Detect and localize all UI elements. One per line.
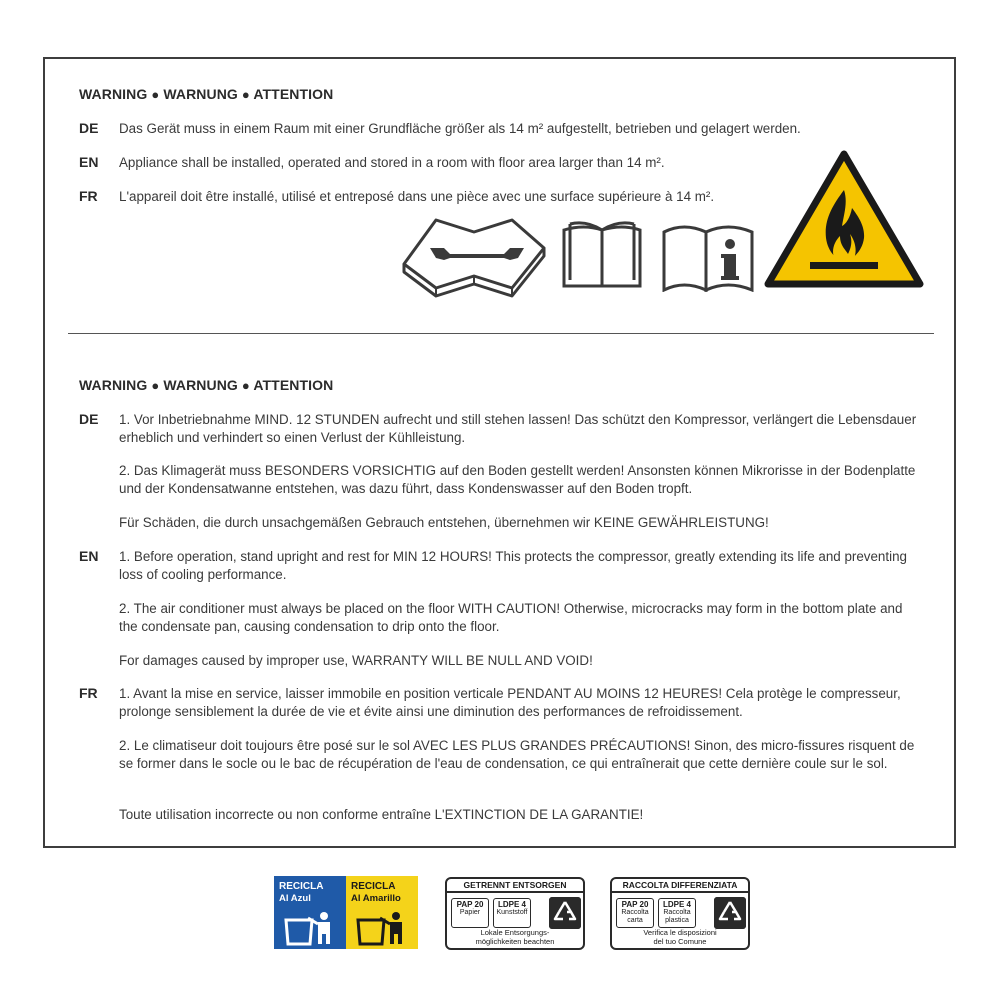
- sort-footer: [447, 929, 583, 946]
- footer-line: möglichkeiten beachten: [475, 936, 555, 946]
- material-code: LDPE 4: [662, 900, 691, 909]
- material-code: PAP 20: [621, 900, 649, 909]
- top-warning-title: [79, 86, 333, 102]
- en-paragraph-1: 1. Before operation, stand upright and rest for MIN 12 HOURS! This protects the compressor, greatly extending its life and preventing loss of cooling performance.: [119, 549, 907, 582]
- footer-line: Lokale Entsorgungs-: [480, 928, 550, 937]
- recicla-azul-badge: [274, 876, 346, 949]
- bullet-separator: ●: [151, 378, 160, 393]
- language-code: FR: [79, 685, 98, 701]
- bottom-warning-title: [79, 377, 333, 393]
- title-word-en: WARNING: [79, 86, 148, 102]
- material-name: Kunststoff: [496, 909, 528, 916]
- material-plastic: [493, 898, 531, 928]
- bullet-separator: ●: [151, 87, 160, 102]
- material-paper: [616, 898, 654, 928]
- recicla-sub: Al Azul: [279, 893, 311, 904]
- flammable-warning-icon: [764, 150, 924, 290]
- material-code: LDPE 4: [497, 900, 526, 909]
- recicla-amarillo-badge: [346, 876, 418, 949]
- material-paper: [451, 898, 489, 928]
- german-recycling-label: [445, 877, 585, 950]
- language-code: DE: [79, 120, 99, 136]
- section-divider: [68, 333, 934, 334]
- row-text: Appliance shall be installed, operated and stored in a room with floor area larger than 14 m².: [119, 155, 665, 170]
- material-name: plastica: [665, 917, 689, 924]
- title-word-de: WARNUNG: [163, 86, 238, 102]
- fr-paragraph-2: 2. Le climatiseur doit toujours être posé sur le sol AVEC LES PLUS GRANDES PRÉCAUTIONS! Sinon, des micro-fissures risquent de se former dans le socle ou le bac de récupération de l'eau de condensation, ce qui entraînerait que cette dernière coule sur le sol.: [119, 738, 915, 771]
- title-word-fr: ATTENTION: [253, 86, 334, 102]
- material-code: PAP 20: [456, 900, 484, 909]
- recicla-title: RECICLA: [351, 881, 396, 892]
- fr-paragraph-3: Toute utilisation incorrecte ou non conforme entraîne L'EXTINCTION DE LA GARANTIE!: [119, 807, 644, 822]
- en-paragraph-3: For damages caused by improper use, WARRANTY WILL BE NULL AND VOID!: [119, 653, 593, 668]
- italian-recycling-label: [610, 877, 750, 950]
- material-name: Papier: [459, 909, 481, 916]
- language-code: DE: [79, 411, 99, 427]
- recicla-sub: Al Amarillo: [351, 893, 401, 904]
- fr-paragraph-1: 1. Avant la mise en service, laisser immobile en position verticale PENDANT AU MOINS 12 HEURES! Cela protège le compresseur, prolonge sensiblement la durée de vie et évite ainsi une diminution des performances de refroidissement.: [119, 686, 901, 719]
- de-paragraph-2: 2. Das Klimagerät muss BESONDERS VORSICHTIG auf den Boden gestellt werden! Ansonsten können Mikrorisse in der Bodenplatte und der Kondensatwanne entstehen, was dazu führt, dass Kondenswasser auf den Boden tropft.: [119, 463, 916, 496]
- recycling-arrows-icon: [549, 897, 581, 929]
- title-word-fr: ATTENTION: [253, 377, 334, 393]
- recycle-bin-person-icon: [356, 910, 410, 946]
- row-text: Das Gerät muss in einem Raum mit einer Grundfläche größer als 14 m² aufgestellt, betrieben und gelagert werden.: [119, 121, 801, 136]
- language-code: FR: [79, 188, 98, 204]
- sort-header: RACCOLTA DIFFERENZIATA: [612, 879, 748, 893]
- language-code: EN: [79, 548, 99, 564]
- read-manual-icon: [560, 220, 646, 292]
- recycle-bin-person-icon: [284, 910, 338, 946]
- title-word-en: WARNING: [79, 377, 148, 393]
- recicla-title: RECICLA: [279, 881, 324, 892]
- sort-header: GETRENNT ENTSORGEN: [447, 879, 583, 893]
- information-manual-icon: [660, 220, 756, 292]
- material-name: Raccolta: [621, 909, 649, 916]
- material-name: carta: [627, 917, 643, 924]
- recycling-arrows-icon: [714, 897, 746, 929]
- material-plastic: [658, 898, 696, 928]
- service-manual-icon: [400, 218, 548, 298]
- de-paragraph-3: Für Schäden, die durch unsachgemäßen Gebrauch entstehen, übernehmen wir KEINE GEWÄHRLEISTUNG!: [119, 515, 769, 530]
- title-word-de: WARNUNG: [163, 377, 238, 393]
- sort-footer: [612, 929, 748, 946]
- footer-line: del tuo Comune: [653, 936, 707, 946]
- de-paragraph-1: 1. Vor Inbetriebnahme MIND. 12 STUNDEN aufrecht und still stehen lassen! Das schützt den Kompressor, verlängert die Lebensdauer erheblich und verhindert so einen Verlust der Kühlleistung.: [119, 412, 917, 445]
- bullet-separator: ●: [241, 378, 250, 393]
- row-text: L'appareil doit être installé, utilisé et entreposé dans une pièce avec une surface supérieure à 14 m².: [119, 189, 715, 204]
- material-name: Raccolta: [663, 909, 691, 916]
- footer-line: Verifica le disposizioni: [643, 928, 717, 937]
- language-code: EN: [79, 154, 99, 170]
- en-paragraph-2: 2. The air conditioner must always be placed on the floor WITH CAUTION! Otherwise, microcracks may form in the bottom plate and the condensate pan, causing condensation to drip onto the floor.: [119, 601, 903, 634]
- bullet-separator: ●: [241, 87, 250, 102]
